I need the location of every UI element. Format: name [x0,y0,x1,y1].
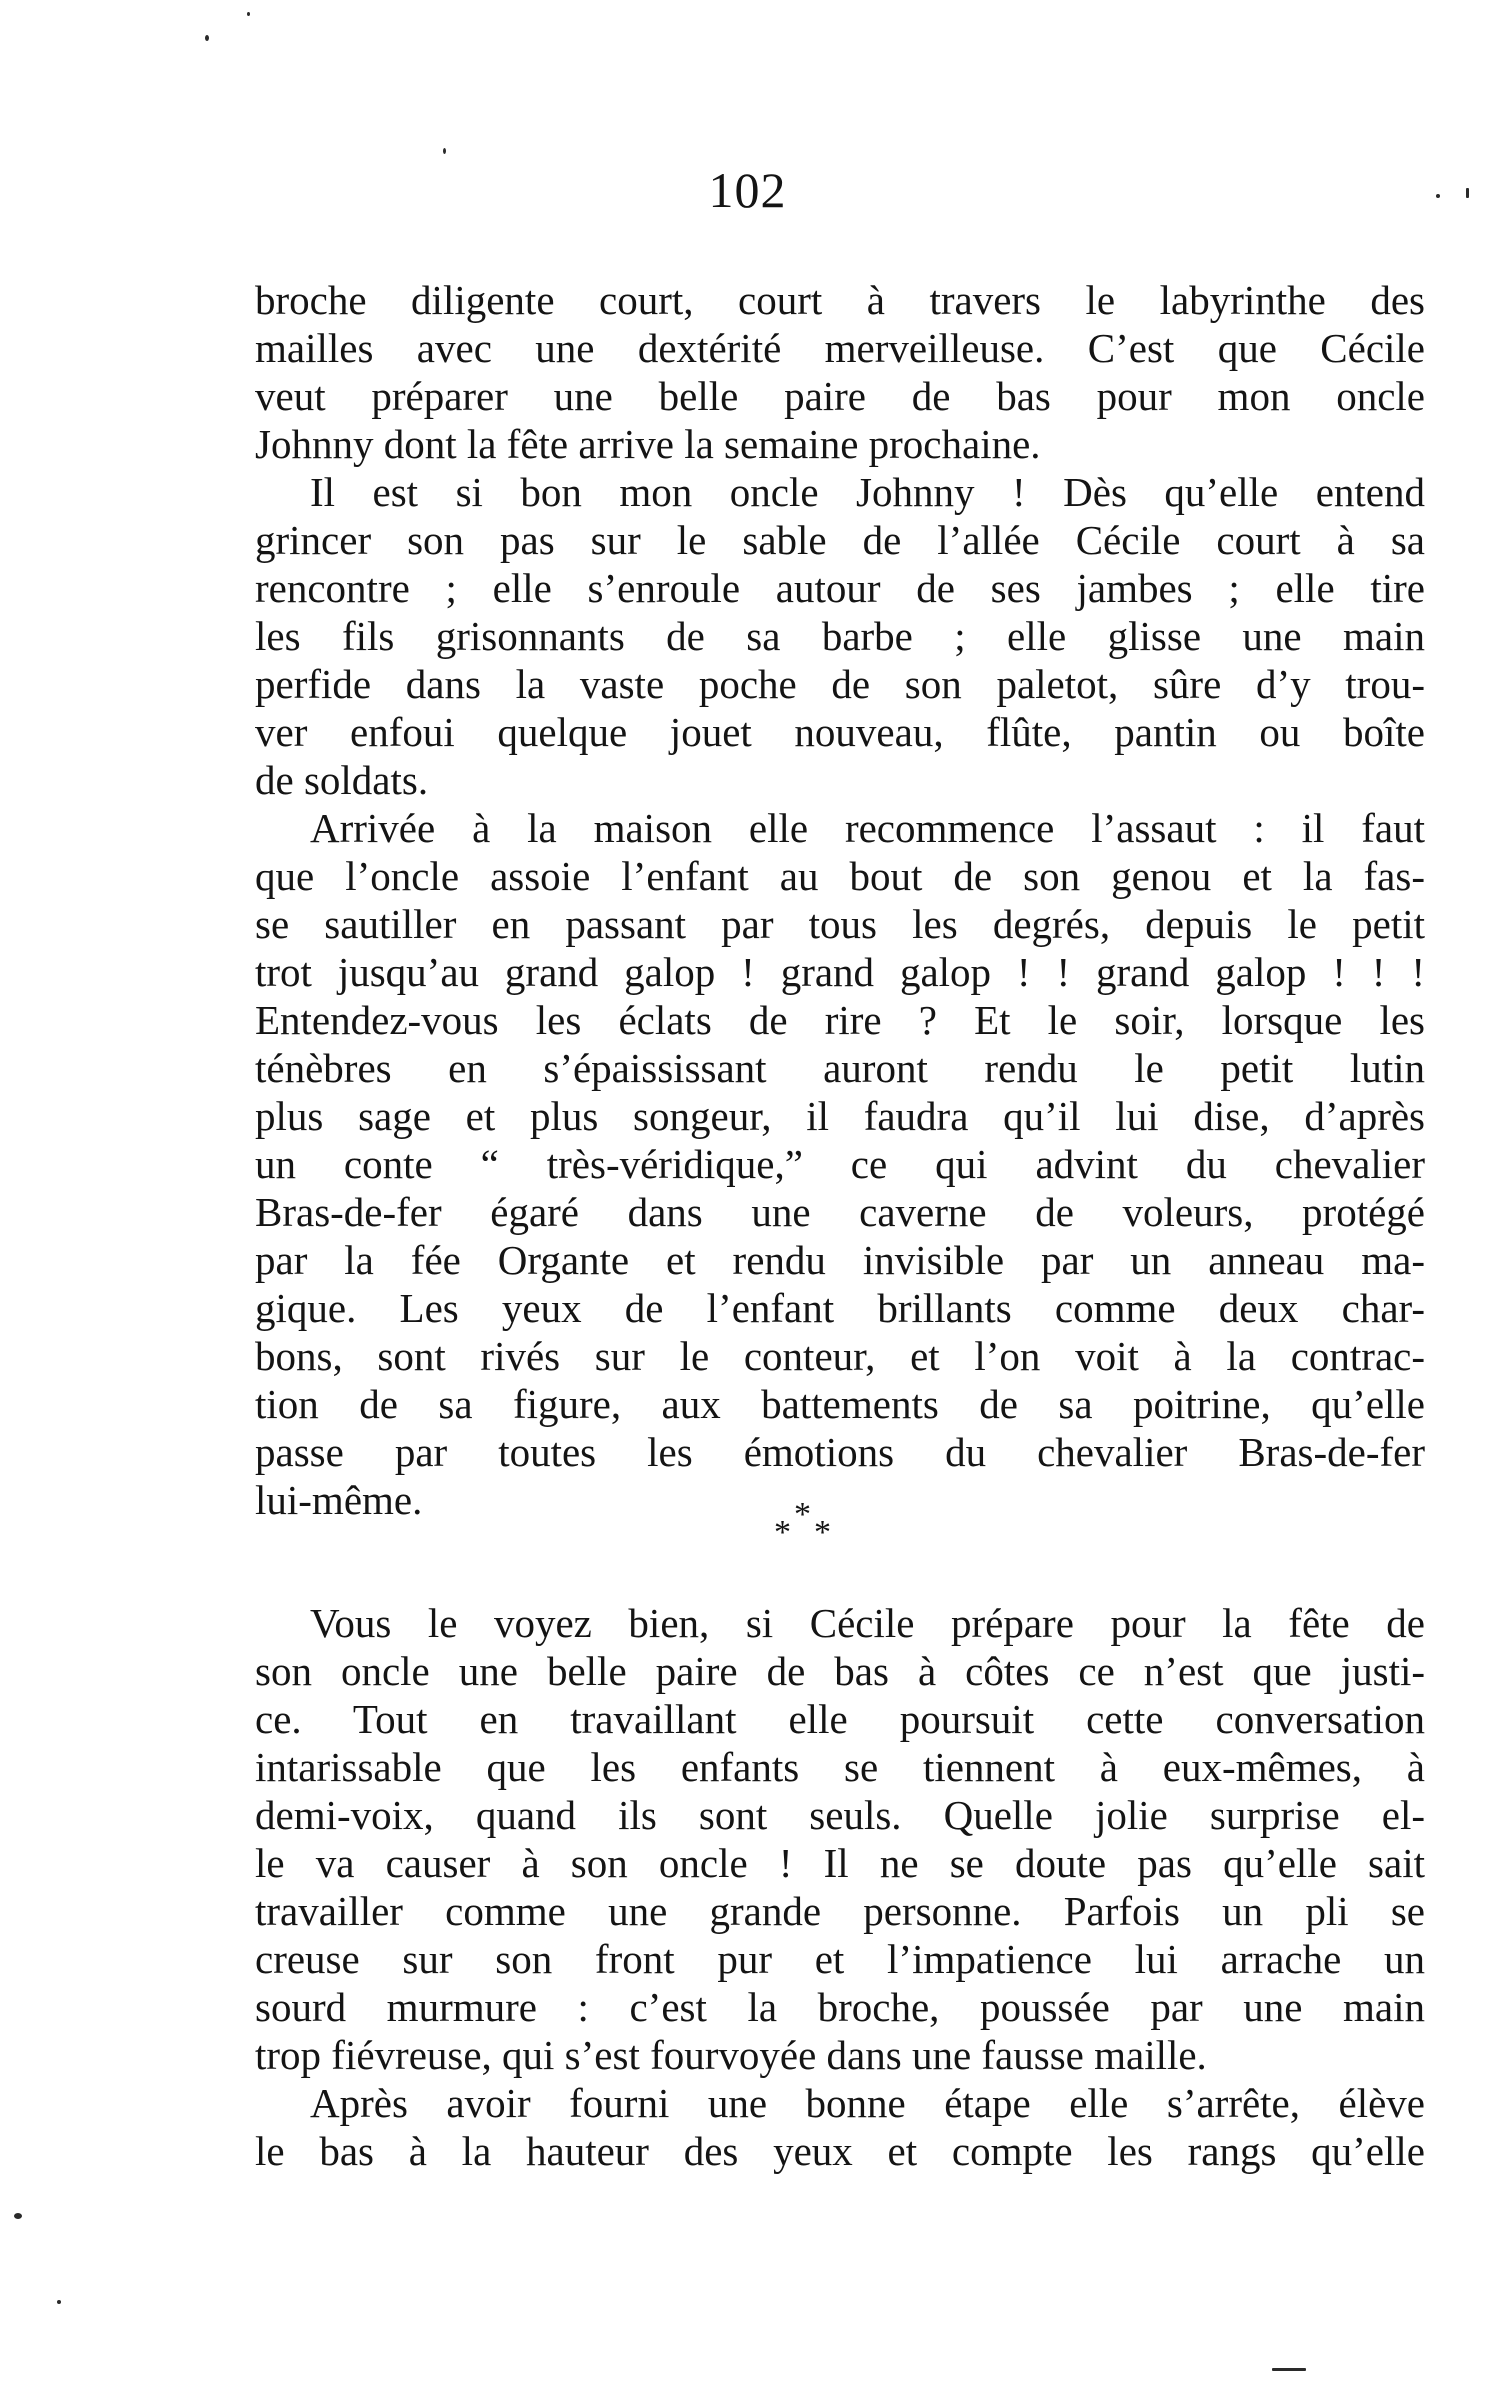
asterism-star: * [814,1514,831,1551]
text-line: gique. Les yeux de l’enfant brillants comme deux char- [255,1285,1425,1331]
text-line: un conte “ très-véridique,” ce qui advint du chevalier [255,1141,1425,1187]
text-line: passe par toutes les émotions du chevalier Bras-de-fer [255,1429,1425,1475]
asterism-star: * [794,1496,811,1533]
text-line: Il est si bon mon oncle Johnny ! Dès qu’elle entend [310,469,1425,515]
scan-speck [57,2300,61,2304]
text-line: que l’oncle assoie l’enfant au bout de son genou et la fas- [255,853,1425,899]
text-line: Entendez-vous les éclats de rire ? Et le soir, lorsque les [255,997,1425,1043]
text-line: rencontre ; elle s’enroule autour de ses jambes ; elle tire [255,565,1425,611]
scan-speck [205,35,209,41]
text-line: grincer son pas sur le sable de l’allée Cécile court à sa [255,517,1425,563]
text-section-2 [255,1599,1425,2175]
text-line: Johnny dont la fête arrive la semaine prochaine. [255,421,1041,467]
text-line: demi-voix, quand ils sont seuls. Quelle jolie surprise el- [255,1792,1425,1838]
text-line: de soldats. [255,757,429,803]
text-line: trot jusqu’au grand galop ! grand galop ! ! grand galop ! ! ! [255,949,1425,995]
asterism-separator [770,1496,840,1560]
text-line: le bas à la hauteur des yeux et compte les rangs qu’elle [255,2128,1425,2174]
text-line: son oncle une belle paire de bas à côtes ce n’est que justi- [255,1648,1425,1694]
text-section-1 [255,276,1425,1524]
text-line: bons, sont rivés sur le conteur, et l’on voit à la contrac- [255,1333,1425,1379]
text-line: broche diligente court, court à travers le labyrinthe des [255,277,1425,323]
scan-speck [1272,2368,1306,2371]
text-line: mailles avec une dextérité merveilleuse. C’est que Cécile [255,325,1425,371]
text-line: Bras-de-fer égaré dans une caverne de voleurs, protégé [255,1189,1425,1235]
text-line: creuse sur son front pur et l’impatience lui arrache un [255,1936,1425,1982]
text-line: plus sage et plus songeur, il faudra qu’il lui dise, d’après [255,1093,1425,1139]
scan-speck [1436,194,1440,198]
text-line: ver enfoui quelque jouet nouveau, flûte, pantin ou boîte [255,709,1425,755]
text-line: ce. Tout en travaillant elle poursuit cette conversation [255,1696,1425,1742]
text-line: ténèbres en s’épaississant auront rendu le petit lutin [255,1045,1425,1091]
scan-speck [247,12,250,16]
scan-speck [14,2213,22,2219]
text-line: par la fée Organte et rendu invisible par un anneau ma- [255,1237,1425,1283]
text-line: intarissable que les enfants se tiennent à eux-mêmes, à [255,1744,1425,1790]
scan-speck [443,148,446,154]
scan-speck [1466,188,1469,198]
asterism-star: * [774,1514,791,1551]
text-line: le va causer à son oncle ! Il ne se doute pas qu’elle sait [255,1840,1425,1886]
text-line: Après avoir fourni une bonne étape elle s’arrête, élève [310,2080,1425,2126]
text-line: les fils grisonnants de sa barbe ; elle glisse une main [255,613,1425,659]
text-line: perfide dans la vaste poche de son paletot, sûre d’y trou- [255,661,1425,707]
text-line: trop fiévreuse, qui s’est fourvoyée dans une fausse maille. [255,2032,1207,2078]
text-line: se sautiller en passant par tous les degrés, depuis le petit [255,901,1425,947]
text-line: lui-même. [255,1477,423,1523]
text-line: Vous le voyez bien, si Cécile prépare pour la fête de [310,1600,1425,1646]
text-line: veut préparer une belle paire de bas pour mon oncle [255,373,1425,419]
text-line: travailler comme une grande personne. Parfois un pli se [255,1888,1425,1934]
text-line: Arrivée à la maison elle recommence l’assaut : il faut [310,805,1425,851]
text-line: tion de sa figure, aux battements de sa poitrine, qu’elle [255,1381,1425,1427]
page-number: 102 [708,162,787,218]
text-line: sourd murmure : c’est la broche, poussée par une main [255,1984,1425,2030]
